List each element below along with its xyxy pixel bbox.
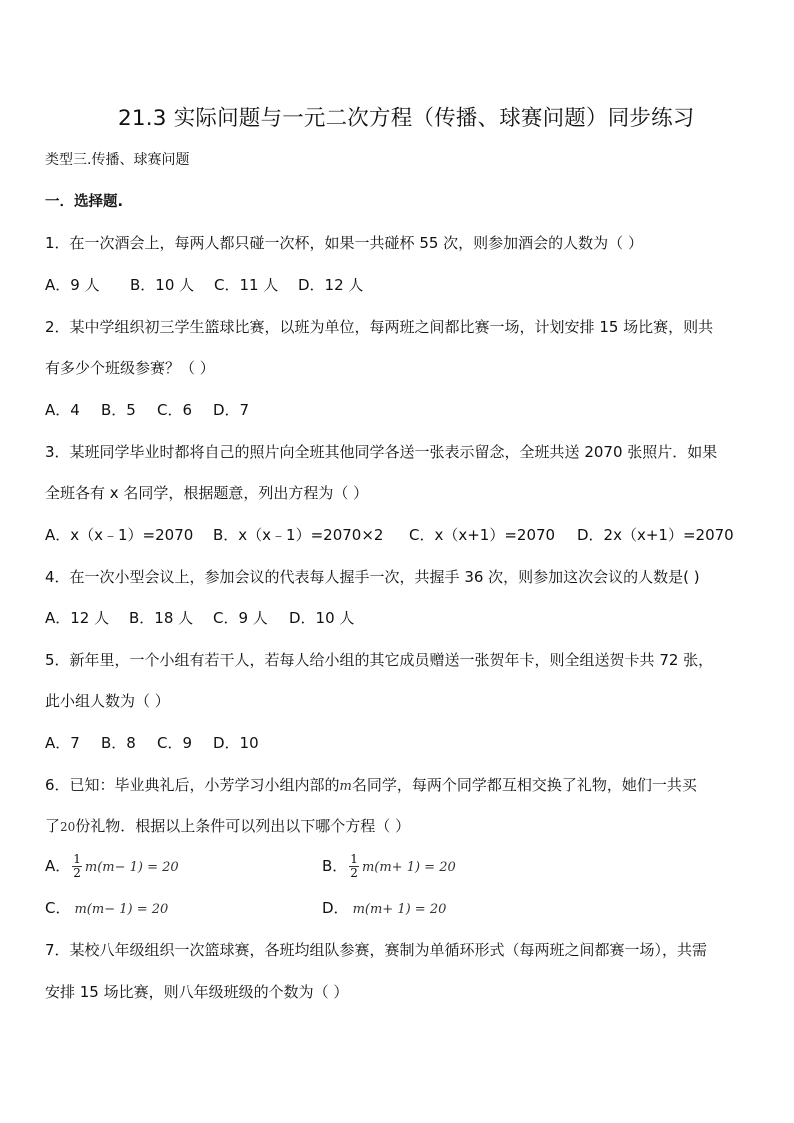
question-6-stem-line1 <box>45 774 697 798</box>
q3-option-c: C．x（x+1）=2070 <box>409 526 556 544</box>
q5-option-a: A．7 <box>45 734 80 752</box>
q2-option-c: C．6 <box>157 401 193 419</box>
question-4-options <box>45 607 354 629</box>
q6-num-20: 20 <box>60 820 76 834</box>
q6-stem2-pre: 了 <box>45 817 61 835</box>
q3-option-a: A．x（x﹣1）=2070 <box>45 526 194 544</box>
question-1-options <box>45 274 363 296</box>
q5-option-c: C．9 <box>157 734 193 752</box>
q2-option-b: B．5 <box>101 401 136 419</box>
q4-option-d: D．10 人 <box>289 609 355 627</box>
fraction-numerator: 1 <box>73 852 81 866</box>
q1-option-b: B．10 人 <box>130 276 195 294</box>
question-3-options <box>45 524 734 546</box>
question-5-stem-line2: 此小组人数为（ ） <box>45 692 170 710</box>
q6-option-b-expr: m(m+ 1) = 20 <box>361 860 456 875</box>
q2-option-a: A．4 <box>45 401 80 419</box>
q6-option-d-expr: m(m+ 1) = 20 <box>352 902 447 917</box>
q6-option-b-fraction <box>349 853 359 880</box>
question-5-stem-line1: 5．新年里，一个小组有若干人，若每人给小组的其它成员赠送一张贺年卡，则全组送贺卡共 72 张， <box>45 651 714 669</box>
q6-stem1-pre: 6．已知：毕业典礼后，小芳学习小组内部的 <box>45 776 340 794</box>
page-title: 21.3 实际问题与一元二次方程（传播、球赛问题）同步练习 <box>118 106 695 131</box>
question-2-stem-line2: 有多少个班级参赛？（ ） <box>45 359 215 377</box>
q1-option-a: A．9 人 <box>45 276 100 294</box>
q6-var-m: m <box>339 779 352 794</box>
q5-option-b: B．8 <box>101 734 136 752</box>
section-heading: 一．选择题. <box>45 194 124 210</box>
q2-option-d: D．7 <box>213 401 250 419</box>
q6-option-c <box>45 897 168 921</box>
q6-option-a-fraction <box>72 853 82 880</box>
q6-stem1-post: 名同学，每两个同学都互相交换了礼物，她们一共买 <box>351 776 697 794</box>
question-2-options <box>45 399 249 421</box>
q1-option-c: C．11 人 <box>214 276 279 294</box>
question-7-stem-line1: 7．某校八年级组织一次篮球赛，各班均组队参赛，赛制为单循环形式（每两班之间都赛一场），共需 <box>45 941 708 959</box>
q3-option-d: D．2x（x+1）=2070 <box>577 526 734 544</box>
fraction-denominator: 2 <box>350 866 358 880</box>
q4-option-a: A．12 人 <box>45 609 110 627</box>
fraction-denominator: 2 <box>73 866 81 880</box>
q4-option-b: B．18 人 <box>129 609 194 627</box>
q6-option-a-expr: m(m− 1) = 20 <box>84 860 179 875</box>
q1-option-d: D．12 人 <box>298 276 364 294</box>
q6-option-b <box>322 853 456 880</box>
q6-option-c-label: C． <box>45 899 71 917</box>
question-3-stem-line1: 3．某班同学毕业时都将自己的照片向全班其他同学各送一张表示留念，全班共送 2070 张照片．如果 <box>45 443 718 461</box>
question-1-stem: 1．在一次酒会上，每两人都只碰一次杯，如果一共碰杯 55 次，则参加酒会的人数为（ ） <box>45 234 643 252</box>
q4-option-c: C．9 人 <box>213 609 268 627</box>
question-4-stem: 4．在一次小型会议上，参加会议的代表每人握手一次，共握手 36 次，则参加这次会议的人数是( ) <box>45 568 700 586</box>
fraction-numerator: 1 <box>350 852 358 866</box>
q6-stem2-post: 份礼物．根据以上条件可以列出以下哪个方程（ ） <box>75 817 411 835</box>
q6-option-c-expr: m(m− 1) = 20 <box>74 902 169 917</box>
q3-option-b: B．x（x﹣1）=2070×2 <box>213 526 384 544</box>
q6-option-a-label: A． <box>45 857 71 875</box>
q6-option-d-label: D． <box>322 899 349 917</box>
subtitle: 类型三.传播、球赛问题 <box>45 152 190 168</box>
question-3-stem-line2: 全班各有 x 名同学，根据题意，列出方程为（ ） <box>45 484 369 502</box>
question-2-stem-line1: 2．某中学组织初三学生篮球比赛，以班为单位，每两班之间都比赛一场，计划安排 15 场比赛，则共 <box>45 318 714 336</box>
question-6-stem-line2 <box>45 815 410 838</box>
q6-option-a <box>45 853 179 880</box>
q6-option-b-label: B． <box>322 857 348 875</box>
q6-option-d <box>322 897 446 921</box>
question-5-options <box>45 732 259 754</box>
q5-option-d: D．10 <box>213 734 259 752</box>
question-7-stem-line2: 安排 15 场比赛，则八年级班级的个数为（ ） <box>45 983 349 1001</box>
